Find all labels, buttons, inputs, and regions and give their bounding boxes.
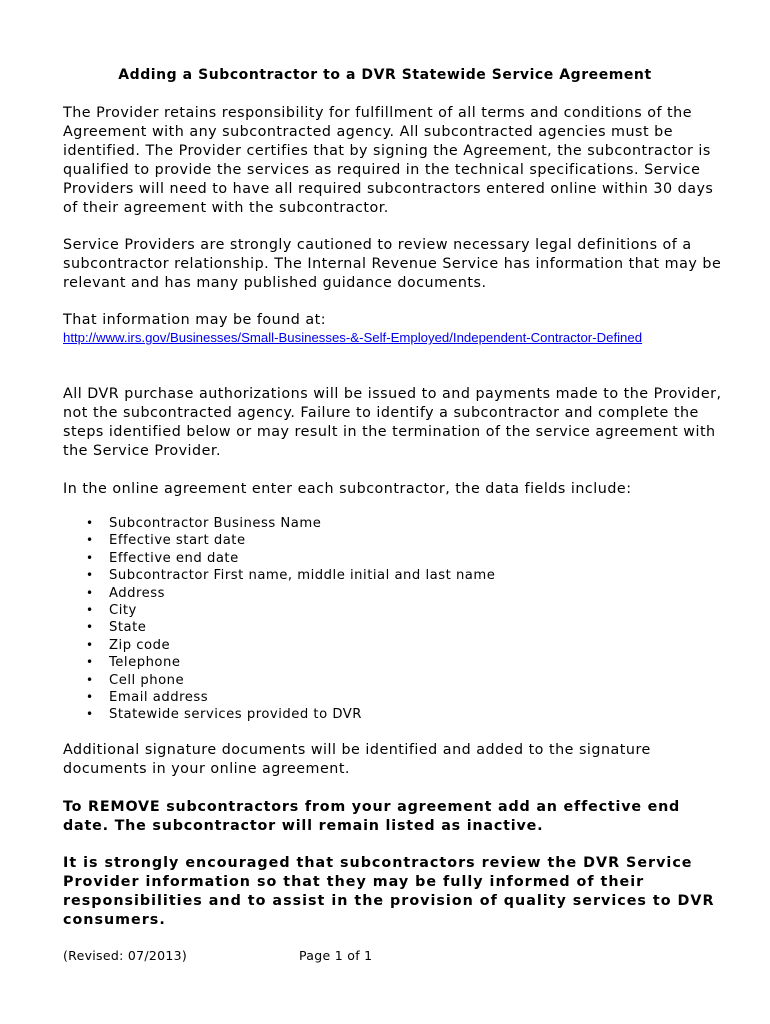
list-item-label: Address <box>109 585 166 601</box>
data-fields-intro-paragraph: In the online agreement enter each subcontractor, the data fields include: <box>63 481 632 497</box>
list-item <box>80 637 495 654</box>
list-item <box>80 619 495 636</box>
bullet-icon: • <box>86 707 94 722</box>
list-item-label: Effective start date <box>109 533 246 549</box>
bullet-icon: • <box>86 689 94 704</box>
bullet-icon: • <box>86 655 94 670</box>
list-item-label: State <box>109 620 147 636</box>
data-fields-list <box>80 515 495 724</box>
list-item <box>80 654 495 671</box>
bullet-icon: • <box>86 568 94 583</box>
list-item <box>80 585 495 602</box>
bullet-icon: • <box>86 550 94 565</box>
irs-contractor-link[interactable]: http://www.irs.gov/Businesses/Small-Businesses-&-Self-Employed/Independent-Contractor-Defined <box>63 330 643 345</box>
list-item-label: Cell phone <box>109 672 185 688</box>
bullet-icon: • <box>86 620 94 635</box>
list-item-label: Telephone <box>109 655 181 671</box>
provider-responsibility-paragraph: The Provider retains responsibility for fulfillment of all terms and conditions of the Agreement with any subcontracted agency. All subcontracted agencies must be identified. The Provider certifies that by signing the Agreement, the subcontractor is qualified to provide the services as required in the technical specifications. Service Providers will need to have all required subcontractors entered online within 30 days of their agreement with the subcontractor. <box>63 105 714 216</box>
bullet-icon: • <box>86 516 94 530</box>
list-item-label: Subcontractor Business Name <box>109 516 322 531</box>
list-item <box>80 602 495 619</box>
list-item <box>80 532 495 549</box>
legal-caution-paragraph: Service Providers are strongly cautioned to review necessary legal definitions of a subcontractor relationship. The Internal Revenue Service has information that may be relevant and has many published guidance documents. <box>63 237 722 291</box>
list-item-label: Subcontractor First name, middle initial and last name <box>109 568 496 584</box>
list-item <box>80 550 495 567</box>
encouragement-paragraph: It is strongly encouraged that subcontractors review the DVR Service Provider information so that they may be fully informed of their responsibilities and to assist in the provision of quality services to DVR consumers. <box>63 855 715 928</box>
revision-date: (Revised: 07/2013) <box>63 948 188 963</box>
list-item <box>80 706 495 723</box>
list-item-label: Email address <box>109 689 209 705</box>
remove-subcontractor-paragraph: To REMOVE subcontractors from your agreement add an effective end date. The subcontractor will remain listed as inactive. <box>63 799 681 834</box>
list-item <box>80 689 495 706</box>
bullet-icon: • <box>86 602 94 617</box>
bullet-icon: • <box>86 672 94 687</box>
bullet-icon: • <box>86 585 94 600</box>
list-item-label: Effective end date <box>109 550 239 566</box>
bullet-icon: • <box>86 637 94 652</box>
purchase-authorization-paragraph: All DVR purchase authorizations will be issued to and payments made to the Provider, not the subcontracted agency. Failure to identify a subcontractor and complete the steps identified below or may result in the termination of the service agreement with the Service Provider. <box>63 386 722 459</box>
bullet-icon: • <box>86 533 94 548</box>
document-title: Adding a Subcontractor to a DVR Statewide Service Agreement <box>118 67 652 83</box>
information-location-paragraph: That information may be found at: <box>63 312 327 328</box>
list-item-label: Statewide services provided to DVR <box>109 707 362 723</box>
list-item-label: City <box>109 602 137 618</box>
list-item-label: Zip code <box>109 637 171 653</box>
signature-documents-paragraph: Additional signature documents will be identified and added to the signature documents in your online agreement. <box>63 742 651 777</box>
page-number: Page 1 of 1 <box>299 948 373 963</box>
list-item <box>80 567 495 584</box>
list-item <box>80 515 495 532</box>
list-item <box>80 672 495 689</box>
